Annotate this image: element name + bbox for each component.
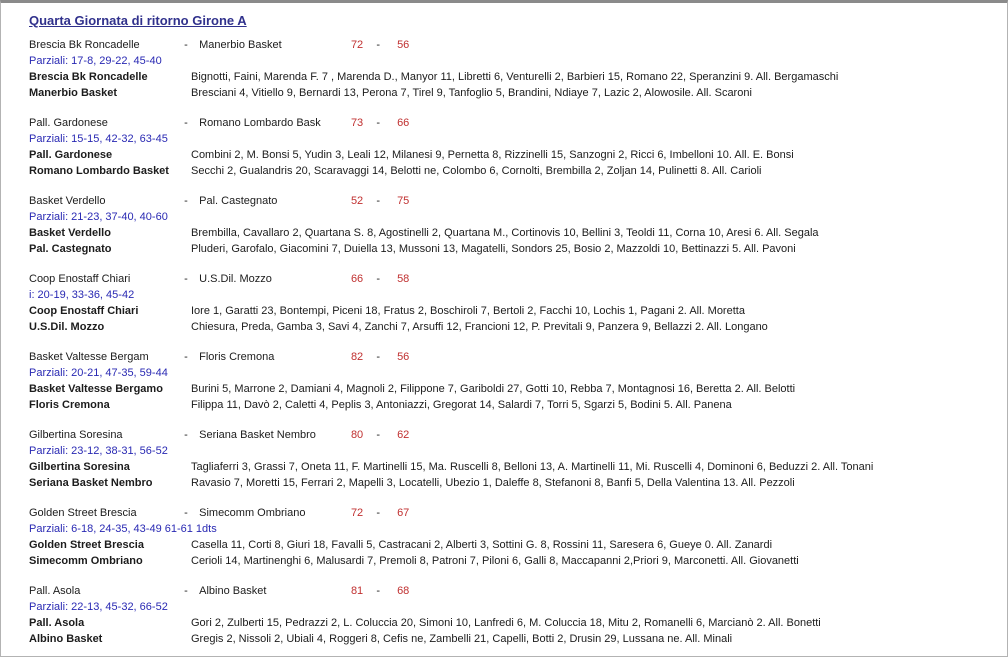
away-score: 67 (397, 507, 410, 519)
home-score: 66 (350, 273, 364, 285)
home-score: 73 (350, 117, 364, 129)
away-roster-row (29, 319, 1007, 335)
home-roster-row (29, 615, 1007, 631)
match-header-row (29, 583, 1007, 599)
home-roster-row (29, 225, 1007, 241)
home-roster-row (29, 69, 1007, 85)
match-block (29, 37, 1007, 101)
away-score: 75 (397, 195, 410, 207)
teams-separator: - (184, 585, 188, 597)
away-team-name: U.S.Dil. Mozzo (199, 273, 272, 285)
teams-separator: - (184, 273, 188, 285)
away-roster-row (29, 85, 1007, 101)
home-team-label: Golden Street Brescia (29, 539, 144, 551)
match-header-row (29, 271, 1007, 287)
score-separator: - (376, 585, 381, 597)
match-block (29, 271, 1007, 335)
away-team-label: Seriana Basket Nembro (29, 477, 153, 489)
match-partials: Parziali: 17-8, 29-22, 45-40 (29, 55, 162, 67)
teams-separator: - (184, 507, 188, 519)
away-roster-row (29, 553, 1007, 569)
home-team-label: Pall. Gardonese (29, 149, 113, 161)
home-team-name: Basket Verdello (29, 195, 106, 207)
away-roster-row (29, 475, 1007, 491)
home-roster: Tagliaferri 3, Grassi 7, Oneta 11, F. Martinelli 15, Ma. Ruscelli 8, Belloni 13, A. Martinelli 11, Mi. Ruscelli 4, Dominoni 6, Beduzzi 2. All. Tonani (191, 461, 874, 473)
away-roster: Pluderi, Garofalo, Giacomini 7, Duiella 13, Mussoni 13, Magatelli, Sondors 25, Bosio 2, Mazzoldi 10, Bettinazzi 5. All. Pavoni (191, 243, 796, 255)
away-team-label: Manerbio Basket (29, 87, 118, 99)
away-score: 56 (397, 39, 410, 51)
home-team-name: Golden Street Brescia (29, 507, 137, 519)
away-score: 56 (397, 351, 410, 363)
away-team-name: Floris Cremona (199, 351, 275, 363)
match-block (29, 349, 1007, 413)
match-partials: Parziali: 23-12, 38-31, 56-52 (29, 445, 168, 457)
score-separator: - (376, 429, 381, 441)
match-partials: Parziali: 22-13, 45-32, 66-52 (29, 601, 168, 613)
match-block (29, 427, 1007, 491)
home-team-label: Basket Valtesse Bergamo (29, 383, 163, 395)
away-team-name: Simecomm Ombriano (199, 507, 306, 519)
teams-separator: - (184, 117, 188, 129)
match-partials: Parziali: 21-23, 37-40, 40-60 (29, 211, 168, 223)
score-separator: - (376, 117, 381, 129)
away-roster: Gregis 2, Nissoli 2, Ubiali 4, Roggeri 8, Cefis ne, Zambelli 21, Capelli, Botti 2, Drusin 29, Lussana ne. All. Minali (191, 633, 733, 645)
away-roster: Cerioli 14, Martinenghi 6, Malusardi 7, Premoli 8, Patroni 7, Piloni 6, Galli 8, Maccapanni 2,Priori 9, Marconetti. All. Giovanetti (191, 555, 799, 567)
home-team-label: Brescia Bk Roncadelle (29, 71, 148, 83)
away-roster-row (29, 397, 1007, 413)
home-roster-row (29, 303, 1007, 319)
home-roster: Gori 2, Zulberti 15, Pedrazzi 2, L. Coluccia 20, Simoni 10, Lanfredi 6, M. Coluccia 18, Mitu 2, Romanelli 6, Marcianò 2. All. Bonetti (191, 617, 821, 629)
home-score: 82 (350, 351, 364, 363)
home-roster-row (29, 537, 1007, 553)
away-roster-row (29, 631, 1007, 647)
home-score: 80 (350, 429, 364, 441)
home-roster: Iore 1, Garatti 23, Bontempi, Piceni 18, Fratus 2, Boschiroli 7, Bertoli 2, Facchi 10, Lochis 1, Pagani 2. All. Moretta (191, 305, 745, 317)
home-score: 52 (350, 195, 364, 207)
home-team-name: Pall. Asola (29, 585, 81, 597)
away-roster: Bresciani 4, Vitiello 9, Bernardi 13, Perona 7, Tirel 9, Tanfoglio 5, Brandini, Ndiaye 7, Lazic 2, Alowosile. All. Scaroni (191, 87, 752, 99)
away-score: 62 (397, 429, 410, 441)
home-roster: Casella 11, Corti 8, Giuri 18, Favalli 5, Castracani 2, Alberti 3, Sottini G. 8, Rossini 11, Saresera 6, Gueye 0. All. Zanardi (191, 539, 773, 551)
match-header-row (29, 37, 1007, 53)
home-team-name: Coop Enostaff Chiari (29, 273, 131, 285)
home-roster: Combini 2, M. Bonsi 5, Yudin 3, Leali 12, Milanesi 9, Pernetta 8, Rizzinelli 15, Sanzogni 2, Ricci 6, Imbelloni 10. All. E. Bonsi (191, 149, 794, 161)
away-team-name: Seriana Basket Nembro (199, 429, 316, 441)
score-separator: - (376, 39, 381, 51)
score-separator: - (376, 195, 381, 207)
match-header-row (29, 505, 1007, 521)
home-score: 72 (350, 39, 364, 51)
home-team-name: Brescia Bk Roncadelle (29, 39, 140, 51)
away-score: 66 (397, 117, 410, 129)
home-team-name: Basket Valtesse Bergam (29, 351, 149, 363)
away-roster: Ravasio 7, Moretti 15, Ferrari 2, Mapelli 3, Locatelli, Ubezio 1, Daleffe 8, Stefanoni 8, Banfi 5, Della Valentina 13. All. Pezzoli (191, 477, 795, 489)
match-list (29, 37, 1007, 647)
match-partials: Parziali: 20-21, 47-35, 59-44 (29, 367, 168, 379)
away-team-label: Floris Cremona (29, 399, 110, 411)
home-roster: Burini 5, Marrone 2, Damiani 4, Magnoli 2, Filippone 7, Gariboldi 27, Gotti 10, Rebba 7, Montagnosi 16, Beretta 2. All. Belotti (191, 383, 796, 395)
away-team-name: Romano Lombardo Bask (199, 117, 321, 129)
home-score: 72 (350, 507, 364, 519)
away-roster-row (29, 163, 1007, 179)
match-header-row (29, 349, 1007, 365)
match-header-row (29, 115, 1007, 131)
teams-separator: - (184, 429, 188, 441)
away-team-label: U.S.Dil. Mozzo (29, 321, 105, 333)
match-block (29, 115, 1007, 179)
teams-separator: - (184, 195, 188, 207)
teams-separator: - (184, 351, 188, 363)
match-partials: Parziali: 6-18, 24-35, 43-49 61-61 1dts (29, 523, 217, 535)
home-roster: Brembilla, Cavallaro 2, Quartana S. 8, Agostinelli 2, Quartana M., Cortinovis 10, Bellini 3, Teoldi 11, Corna 10, Aresi 6. All. Segala (191, 227, 819, 239)
home-team-name: Gilbertina Soresina (29, 429, 123, 441)
home-team-label: Pall. Asola (29, 617, 85, 629)
away-team-label: Pal. Castegnato (29, 243, 112, 255)
home-roster-row (29, 459, 1007, 475)
teams-separator: - (184, 39, 188, 51)
home-team-name: Pall. Gardonese (29, 117, 108, 129)
home-roster-row (29, 381, 1007, 397)
page-title[interactable]: Quarta Giornata di ritorno Girone A (29, 13, 247, 28)
away-roster: Filippa 11, Davò 2, Caletti 4, Peplis 3, Antoniazzi, Gregorat 14, Salardi 7, Torri 5, Sgarzi 5, Bodini 5. All. Panena (191, 399, 732, 411)
match-partials: i: 20-19, 33-36, 45-42 (29, 289, 135, 301)
score-separator: - (376, 507, 381, 519)
match-partials: Parziali: 15-15, 42-32, 63-45 (29, 133, 168, 145)
home-roster-row (29, 147, 1007, 163)
away-team-name: Albino Basket (199, 585, 267, 597)
away-team-label: Simecomm Ombriano (29, 555, 143, 567)
home-roster: Bignotti, Faini, Marenda F. 7 , Marenda D., Manyor 11, Libretti 6, Venturelli 2, Barbieri 15, Romano 22, Speranzini 9. All. Bergamaschi (191, 71, 839, 83)
away-team-label: Albino Basket (29, 633, 103, 645)
score-separator: - (376, 273, 381, 285)
away-team-name: Pal. Castegnato (199, 195, 278, 207)
away-roster: Chiesura, Preda, Gamba 3, Savi 4, Zanchi 7, Arsuffi 12, Francioni 12, P. Previtali 9, Panzera 9, Bellazzi 2. All. Longano (191, 321, 768, 333)
away-score: 68 (397, 585, 410, 597)
away-team-name: Manerbio Basket (199, 39, 282, 51)
away-roster-row (29, 241, 1007, 257)
away-score: 58 (397, 273, 410, 285)
home-team-label: Basket Verdello (29, 227, 111, 239)
match-header-row (29, 193, 1007, 209)
home-score: 81 (350, 585, 364, 597)
match-block (29, 505, 1007, 569)
match-header-row (29, 427, 1007, 443)
score-separator: - (376, 351, 381, 363)
match-block (29, 583, 1007, 647)
match-block (29, 193, 1007, 257)
away-roster: Secchi 2, Gualandris 20, Scaravaggi 14, Belotti ne, Colombo 6, Cornolti, Brembilla 2, Zoljan 14, Pulinetti 8. All. Carioli (191, 165, 762, 177)
away-team-label: Romano Lombardo Basket (29, 165, 169, 177)
home-team-label: Gilbertina Soresina (29, 461, 130, 473)
home-team-label: Coop Enostaff Chiari (29, 305, 139, 317)
